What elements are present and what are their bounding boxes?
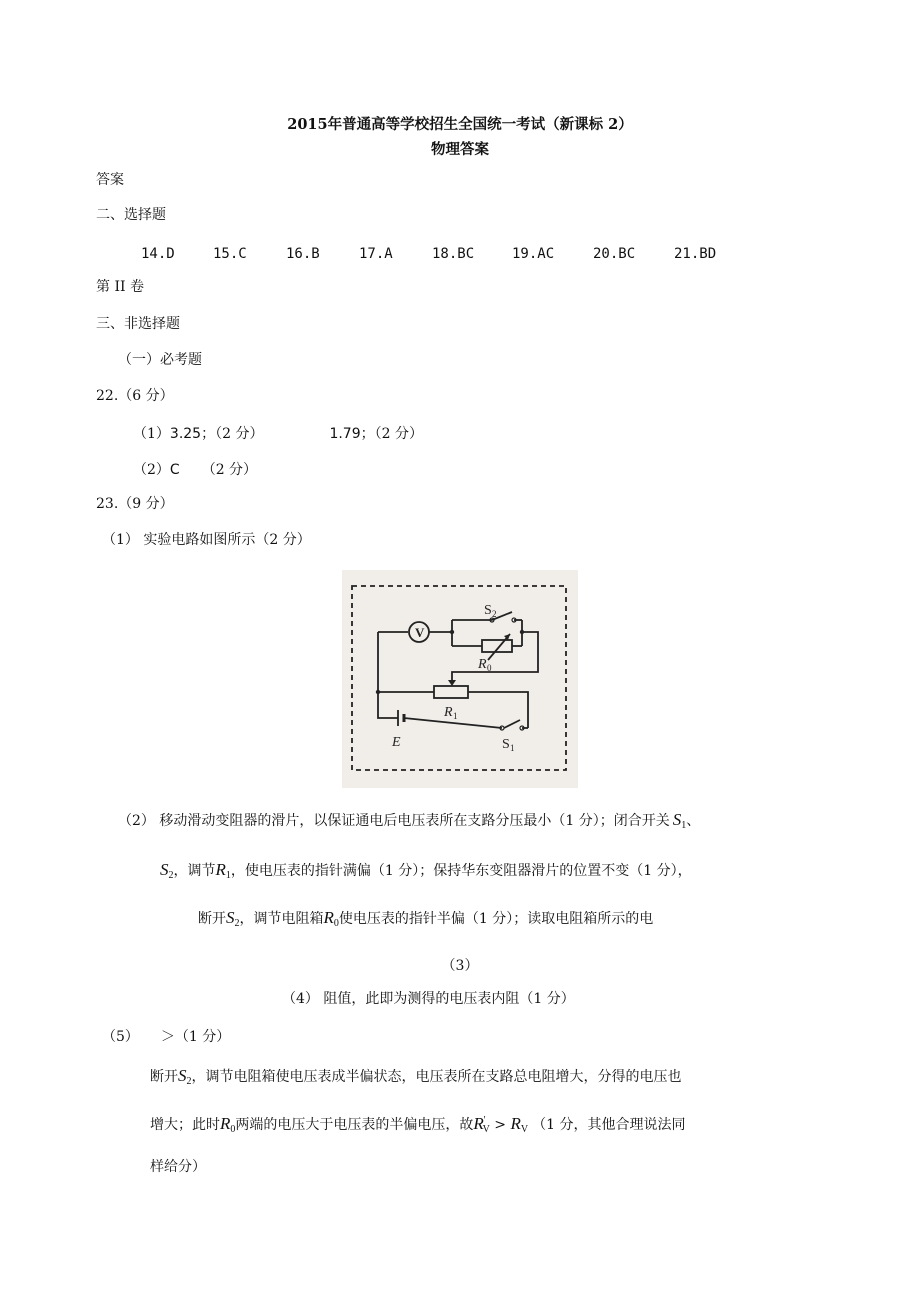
q23-part2-open: 断开 xyxy=(198,911,226,927)
r0-label: R xyxy=(478,657,487,672)
choice-answer: 17.A xyxy=(359,246,393,262)
answer-label: 答案 xyxy=(96,172,124,188)
voltmeter-label: V xyxy=(415,625,425,640)
q22-part1 xyxy=(133,423,423,443)
q23-part5-number: （5） xyxy=(102,1029,139,1045)
choice-answer: 15.C xyxy=(213,246,247,262)
q23-part2-line3 xyxy=(198,908,653,929)
junction-dot xyxy=(450,630,454,634)
symbol-s2: $S_2$ xyxy=(160,860,174,881)
choice-answer: 16.B xyxy=(286,246,320,262)
symbol-s1: $S_1$ xyxy=(672,810,687,831)
symbol-r0: $R_0$ xyxy=(323,908,339,929)
q23-part5-text: ，调节电阻箱使电压表成半偏状态，电压表所在支路总电阻增大，分得的电压也 xyxy=(191,1069,682,1085)
q23-part3: （3） xyxy=(441,958,479,974)
volume-label: 第 II 卷 xyxy=(96,279,144,295)
q23-part2-text: （2） 移动滑动变阻器的滑片，以保证通电后电压表所在支路分压最小（1 分）；闭合开关 xyxy=(118,813,670,829)
choice-answer: 18.BC xyxy=(432,246,475,262)
choice-answer: 20.BC xyxy=(593,246,636,262)
q22-part2-value: C xyxy=(169,462,180,478)
document-subtitle: 物理答案 xyxy=(431,141,489,158)
circuit-diagram xyxy=(342,570,578,788)
r1-wire-right xyxy=(468,692,528,728)
q22-part1-score2: ；（2 分） xyxy=(360,426,423,442)
r0-label-sub: 0 xyxy=(487,663,492,673)
choice-answer: 21.BD xyxy=(674,246,717,262)
symbol-s2: $S_2$ xyxy=(226,908,240,929)
q23-part5-line3 xyxy=(150,1114,685,1135)
q23-part1: （1） 实验电路如图所示（2 分） xyxy=(102,532,311,548)
q23-part5-text2: 增大；此时 xyxy=(150,1117,220,1133)
r1-resistor xyxy=(434,686,468,698)
q23-part2-box: ，调节电阻箱 xyxy=(239,911,324,927)
choice-answer: 19.AC xyxy=(512,246,555,262)
q23-part5-line2 xyxy=(150,1066,682,1087)
dashed-border xyxy=(352,586,566,770)
r1-label-sub: 1 xyxy=(453,711,458,721)
symbol-r0: $R_0$ xyxy=(220,1114,236,1135)
q23-part5-answer: ＞（1 分） xyxy=(160,1029,231,1045)
choice-answer: 14.D xyxy=(141,246,175,262)
e-label: E xyxy=(392,735,401,750)
symbol-r1: $R_1$ xyxy=(215,860,231,881)
section-nonchoice-heading: 三、非选择题 xyxy=(96,316,180,332)
q22-part2-score: （2 分） xyxy=(201,462,258,478)
symbol-rv: $R_V$ xyxy=(510,1114,529,1135)
s2-label-sub: 2 xyxy=(492,609,497,619)
s1-switch-blade xyxy=(504,720,520,728)
q23-part5-line4: 样给分） xyxy=(150,1159,206,1175)
s2-label: S xyxy=(484,603,492,618)
q23-part5-text3: 两端的电压大于电压表的半偏电压，故 xyxy=(235,1117,474,1133)
q22-part2 xyxy=(133,459,257,479)
q22-part1-number: （1） xyxy=(133,426,170,442)
document-title: 2015年普通高等学校招生全国统一考试（新课标 2） xyxy=(287,116,633,133)
q22-part1-value: 3.25 xyxy=(169,426,202,442)
q23-part2-line1 xyxy=(118,810,700,831)
q23-part2-adjust: ，调节 xyxy=(173,863,216,879)
section-choice-heading: 二、选择题 xyxy=(96,207,166,223)
slider-arrow xyxy=(448,680,456,686)
q23-part2-line2 xyxy=(160,860,692,881)
symbol-s2: $S_2$ xyxy=(178,1066,192,1087)
symbol-rv-prime: $R'_V$ xyxy=(473,1114,490,1135)
required-subheading: （一）必考题 xyxy=(118,352,202,368)
q23-part2-comma: 、 xyxy=(686,813,701,829)
q23-heading: 23.（9 分） xyxy=(96,496,174,512)
q22-heading: 22.（6 分） xyxy=(96,388,174,404)
q23-part5-text4: （1 分，其他合理说法同 xyxy=(532,1117,686,1133)
q22-part1-score: ；（2 分） xyxy=(201,426,264,442)
q23-part2-text3: 使电压表的指针半偏（1 分）；读取电阻箱所示的电 xyxy=(338,911,654,927)
r1-label: R xyxy=(444,705,453,720)
q22-part2-number: （2） xyxy=(133,462,170,478)
q23-part4: （4） 阻值，此即为测得的电压表内阻（1 分） xyxy=(282,991,575,1007)
q23-part5-open: 断开 xyxy=(150,1069,178,1085)
q23-part2-text2: ，使电压表的指针满偏（1 分）；保持华东变阻器滑片的位置不变（1 分）， xyxy=(230,863,692,879)
junction-dot xyxy=(376,690,380,694)
s1-label: S xyxy=(502,737,510,752)
q22-part1-value2: 1.79 xyxy=(329,426,361,442)
greater-than: > xyxy=(489,1117,511,1133)
q23-part5-line1 xyxy=(102,1026,230,1046)
junction-dot xyxy=(520,630,524,634)
s1-label-sub: 1 xyxy=(510,743,515,753)
left-wire-bottom xyxy=(378,692,398,718)
